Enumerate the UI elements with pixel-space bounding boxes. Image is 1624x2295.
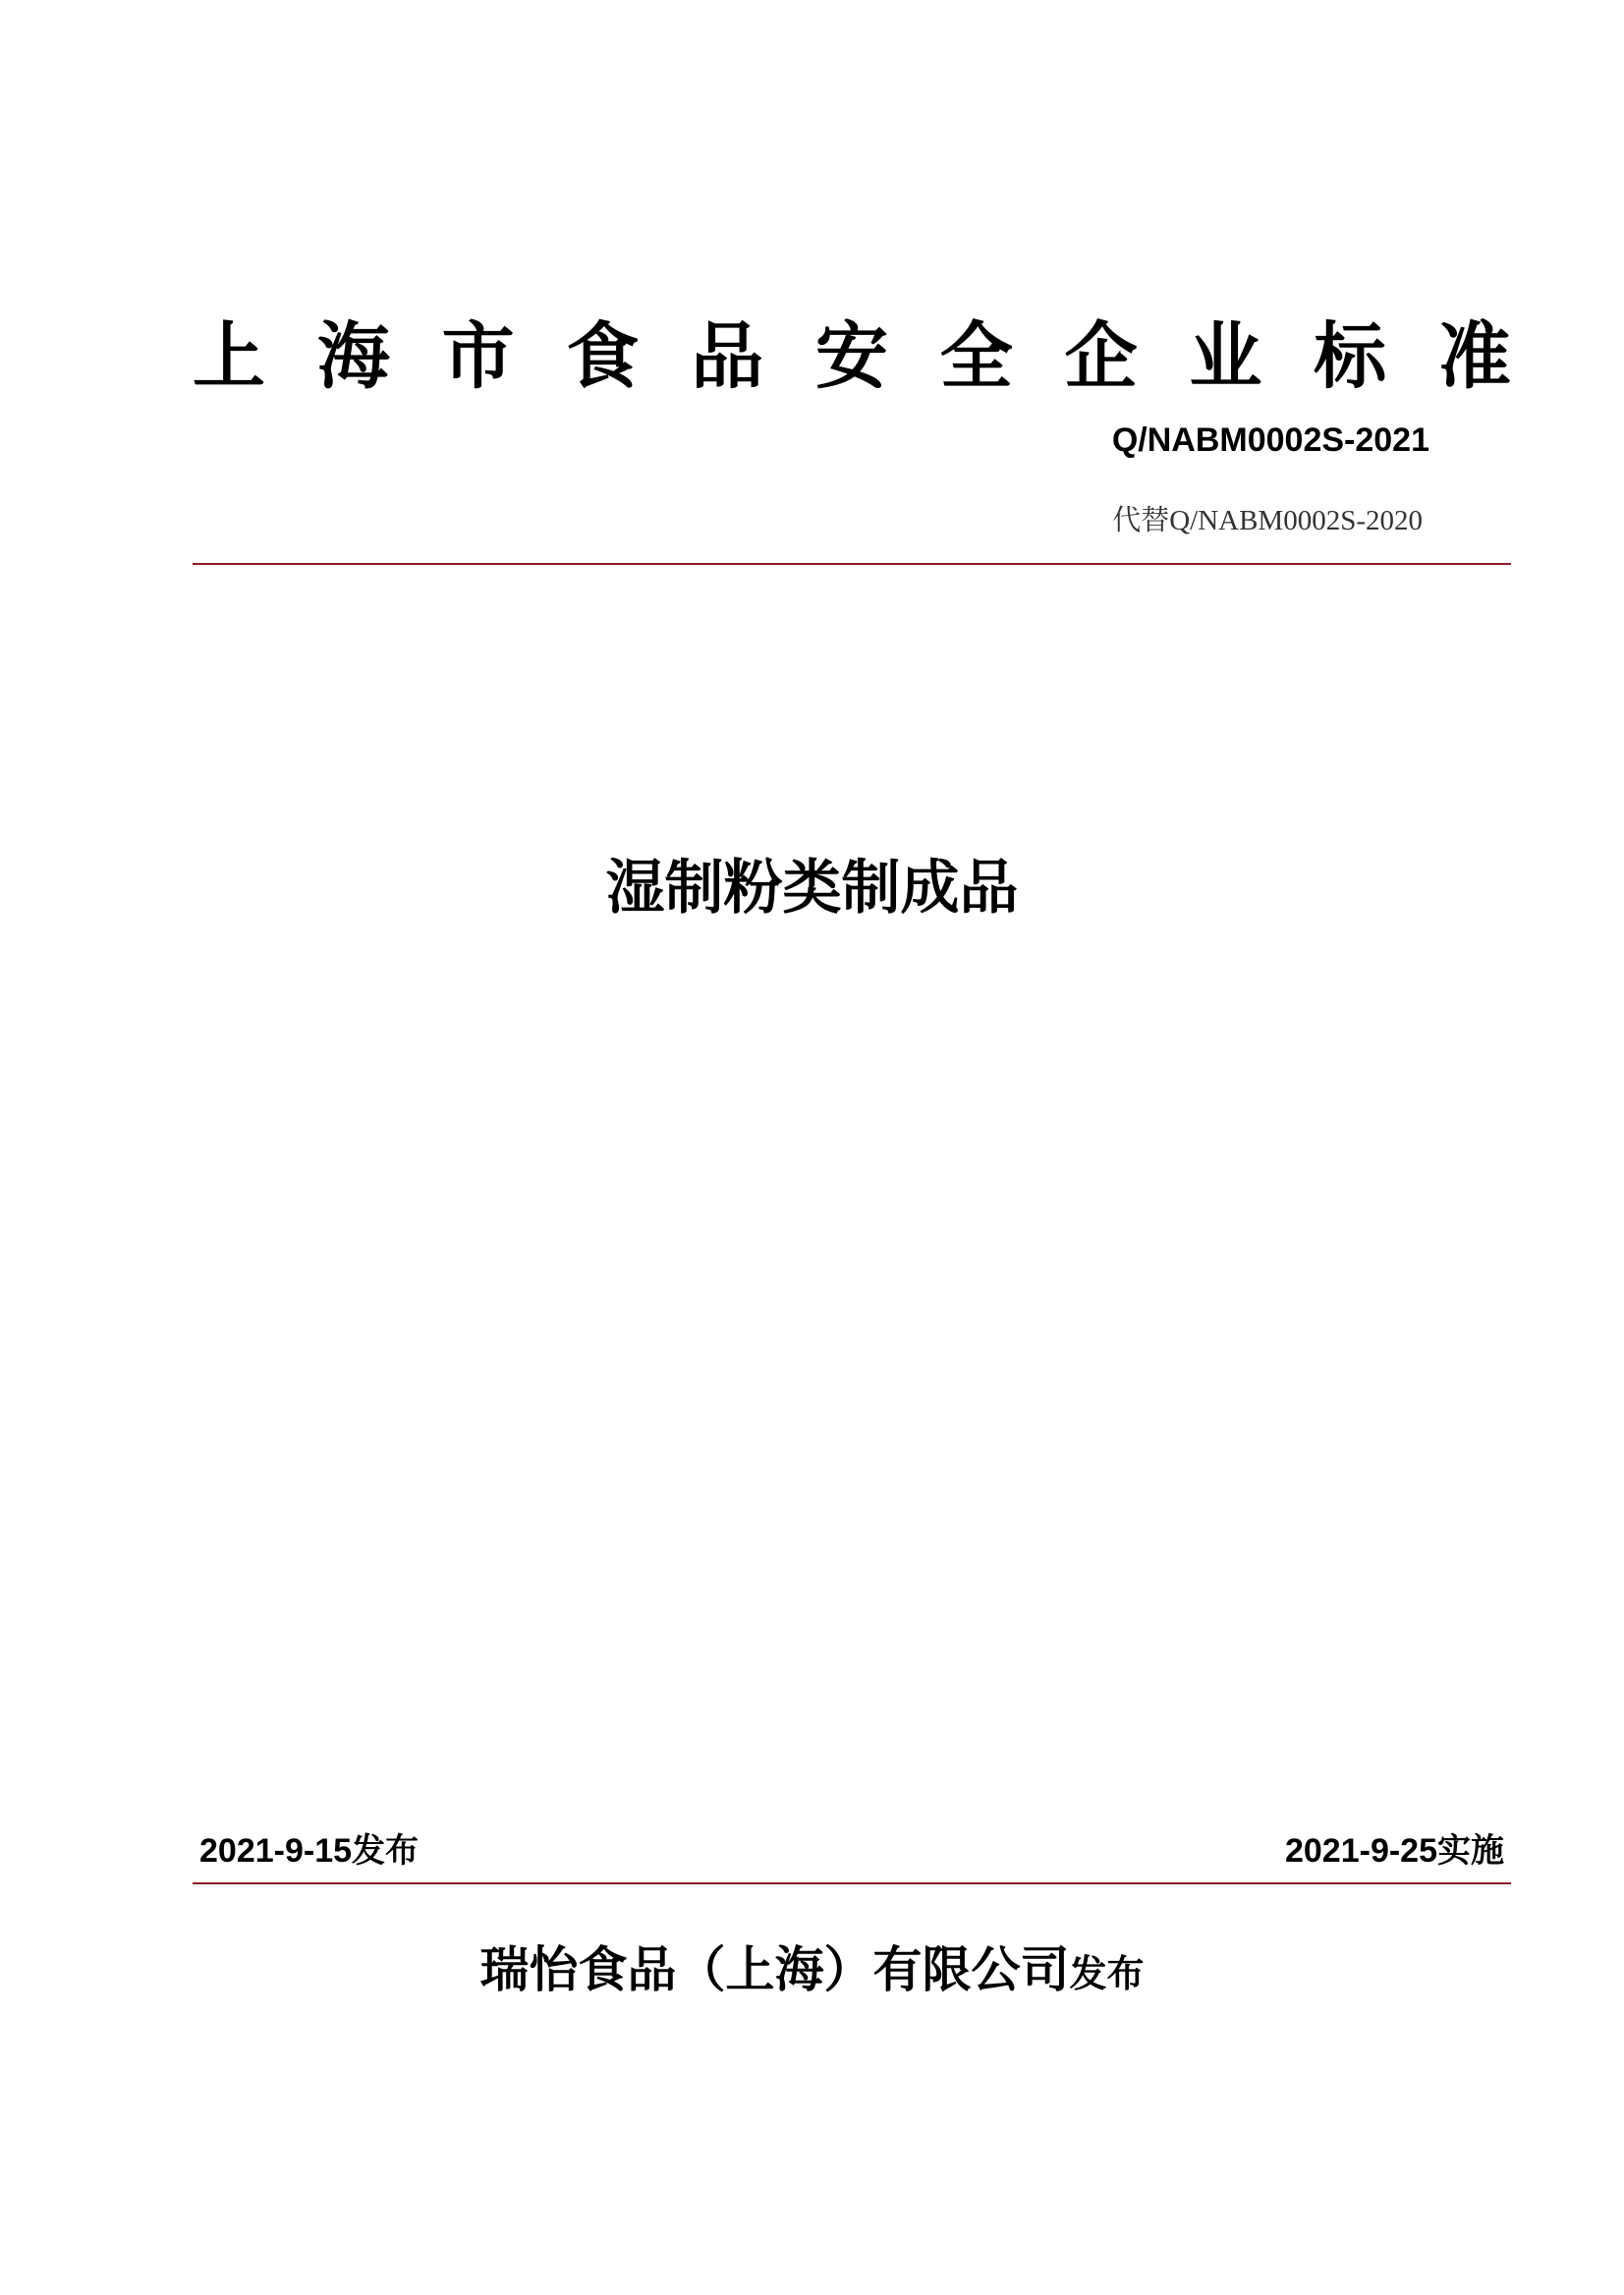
- standard-category-char: 业: [1189, 314, 1262, 399]
- standard-category-char: 准: [1437, 314, 1511, 399]
- footer-divider: [193, 1882, 1511, 1884]
- issuer-name: 瑞怡食品（上海）有限公司: [479, 1941, 1070, 1998]
- standard-category-char: 上: [193, 314, 265, 399]
- issue-date: 2021-9-15发布: [199, 1832, 420, 1870]
- standard-category-char: 企: [1064, 314, 1138, 399]
- document-title: 湿制粉类制成品: [605, 854, 1019, 923]
- replaces-standard: 代替Q/NABM0002S-2020: [1112, 505, 1423, 536]
- header-divider: [193, 563, 1511, 565]
- issuer-line: [0, 1935, 1624, 2008]
- standard-category-char: 食: [566, 314, 640, 399]
- standard-category-char: 安: [814, 314, 888, 399]
- standard-category-char: 市: [441, 314, 515, 399]
- issuer-suffix: 发布: [1069, 1952, 1145, 1995]
- standard-category-char: 全: [939, 314, 1013, 399]
- effective-date: 2021-9-25实施: [1284, 1832, 1504, 1870]
- standard-category-char: 海: [316, 314, 390, 399]
- standard-category-char: 标: [1314, 314, 1387, 399]
- standard-category-title: [193, 312, 1511, 401]
- standard-category-char: 品: [691, 314, 764, 399]
- standard-code: Q/NABM0002S-2021: [1111, 421, 1429, 459]
